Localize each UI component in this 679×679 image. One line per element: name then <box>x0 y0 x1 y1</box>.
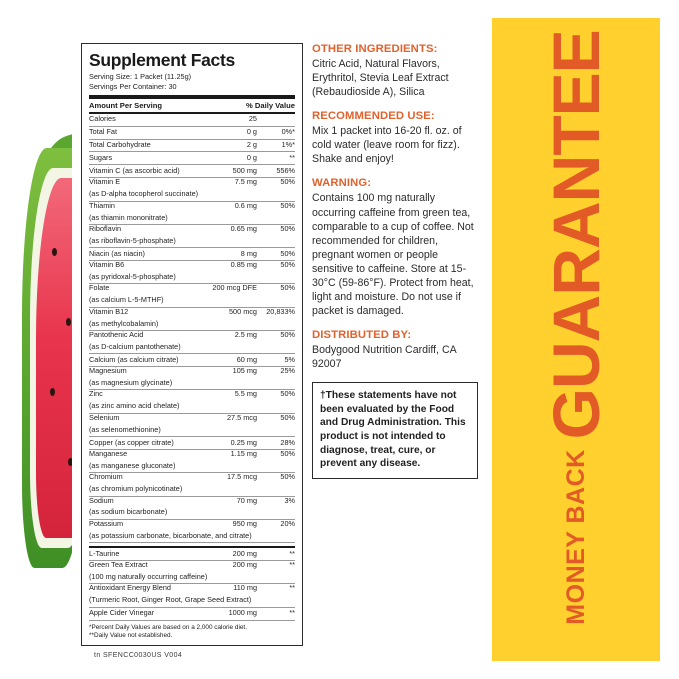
nutrient-source: (as potassium carbonate, bicarbonate, and citrate) <box>89 530 295 542</box>
watermelon-seed-icon <box>66 318 71 326</box>
nutrient-name: Vitamin C (as ascorbic acid) <box>89 165 199 178</box>
nutrient-dv: 50% <box>280 223 295 233</box>
table-row <box>89 390 295 401</box>
nutrient-source: (as pyridoxal-5-phosphate) <box>89 271 295 283</box>
nutrient-name: Chromium <box>89 472 123 482</box>
nutrient-dv <box>261 114 295 126</box>
table-row <box>89 178 295 189</box>
nutrient-amount: 25 <box>199 114 261 126</box>
nutrient-amount: 60 mg <box>199 354 261 367</box>
nutrient-dv: 28% <box>261 437 295 450</box>
nutrient-name: Copper (as copper citrate) <box>89 437 199 450</box>
table-row <box>89 201 295 212</box>
table-row-sub <box>89 212 295 224</box>
info-column <box>312 43 478 479</box>
nutrient-dv: 50% <box>280 260 295 270</box>
nutrient-source: (as calcium L-5-MTHF) <box>89 295 295 307</box>
table-row <box>89 584 295 595</box>
nutrient-amount: 110 mg <box>233 583 257 593</box>
table-row <box>89 330 295 341</box>
table-row <box>89 284 295 295</box>
label-code: tn SFENCC0030US V004 <box>94 652 183 659</box>
table-row <box>89 519 295 530</box>
recommended-use-body: Mix 1 packet into 16-20 fl. oz. of cold water (leave room for fizz). Shake and enjoy! <box>312 125 462 166</box>
table-row-sub <box>89 401 295 413</box>
table-row <box>89 354 295 367</box>
nutrient-dv: 25% <box>280 366 295 376</box>
watermelon-seed-icon <box>52 248 57 256</box>
nutrient-amount: 5.5 mg <box>234 389 257 399</box>
nutrient-name: Sodium <box>89 495 114 505</box>
nutrient-name: Thiamin <box>89 200 115 210</box>
nutrient-amount: 2.5 mg <box>234 329 257 339</box>
table-row-sub <box>89 507 295 519</box>
table-row-sub <box>89 460 295 472</box>
nutrient-amount: 70 mg <box>236 495 257 505</box>
nutrient-dv: 0%* <box>261 126 295 139</box>
nutrient-amount: 0 g <box>199 152 261 165</box>
table-row <box>89 561 295 572</box>
table-row-sub <box>89 484 295 496</box>
amount-per-serving-header: Amount Per Serving <box>89 100 162 110</box>
nutrient-source: (as sodium bicarbonate) <box>89 507 295 519</box>
banner-money-back-text: MONEY BACK <box>561 449 590 625</box>
table-row-sub <box>89 571 295 583</box>
nutrient-dv: 556% <box>261 165 295 178</box>
nutrient-amount: 17.5 mcg <box>226 472 257 482</box>
other-ingredients-heading: OTHER INGREDIENTS: <box>312 43 438 55</box>
servings-per-container: Servings Per Container: 30 <box>89 82 177 91</box>
nutrient-dv: 50% <box>280 283 295 293</box>
nutrient-dv: 50% <box>280 329 295 339</box>
nutrient-name: Vitamin B12 <box>89 306 129 316</box>
recommended-use-heading: RECOMMENDED USE: <box>312 110 435 123</box>
nutrient-source: (as selenomethionine) <box>89 424 295 436</box>
nutrient-dv: ** <box>261 607 295 620</box>
nutrient-dv: 50% <box>280 412 295 422</box>
nutrient-source: (as chromium polynicotinate) <box>89 484 295 496</box>
nutrient-name: Apple Cider Vinegar <box>89 607 199 620</box>
nutrient-amount: 1000 mg <box>199 607 261 620</box>
table-row-sub <box>89 378 295 390</box>
nutrient-amount: 0.65 mg <box>230 223 257 233</box>
nutrient-name: Calories <box>89 114 199 126</box>
nutrient-name: L-Taurine <box>89 548 199 560</box>
daily-value-header: % Daily Value <box>246 100 295 110</box>
nutrient-amount: 8 mg <box>199 248 261 261</box>
nutrient-name: Total Carbohydrate <box>89 139 199 152</box>
secondary-ingredient-table <box>89 548 295 620</box>
table-row-sub <box>89 424 295 436</box>
table-row <box>89 126 295 139</box>
table-row <box>89 473 295 484</box>
nutrient-amount: 0.85 mg <box>230 260 257 270</box>
nutrient-amount: 500 mcg <box>229 306 257 316</box>
watermelon-seed-icon <box>50 388 55 396</box>
nutrient-name: Pantothenic Acid <box>89 329 144 339</box>
nutrient-name: Zinc <box>89 389 103 399</box>
nutrient-dv: 50% <box>261 248 295 261</box>
table-row-sub <box>89 595 295 607</box>
nutrient-name: Vitamin E <box>89 177 121 187</box>
nutrient-dv: 50% <box>280 177 295 187</box>
nutrient-amount: 200 mg <box>199 548 261 560</box>
supplement-facts-title: Supplement Facts <box>89 50 235 70</box>
table-row <box>89 607 295 620</box>
nutrient-amount: 500 mg <box>199 165 261 178</box>
nutrient-source: (as riboflavin-5-phosphate) <box>89 235 295 247</box>
table-row <box>89 114 295 126</box>
nutrient-dv: 1%* <box>261 139 295 152</box>
table-row <box>89 165 295 178</box>
nutrient-source: (as manganese gluconate) <box>89 460 295 472</box>
table-row <box>89 496 295 507</box>
nutrient-name: Magnesium <box>89 366 127 376</box>
nutrient-source: (as thiamin mononitrate) <box>89 212 295 224</box>
distributed-by-heading: DISTRIBUTED BY: <box>312 329 412 342</box>
nutrient-name: Folate <box>89 283 110 293</box>
nutrient-amount: 105 mg <box>232 366 257 376</box>
nutrient-dv: ** <box>289 560 295 569</box>
nutrient-amount: 0.6 mg <box>234 200 257 210</box>
nutrient-name: Riboflavin <box>89 223 122 233</box>
nutrient-name: Calcium (as calcium citrate) <box>89 354 199 367</box>
distributed-by-body: Bodygood Nutrition Cardiff, CA 92007 <box>312 344 457 371</box>
table-row <box>89 449 295 460</box>
table-row <box>89 437 295 450</box>
table-row <box>89 261 295 272</box>
nutrient-dv: ** <box>261 548 295 560</box>
nutrient-dv: 20,833% <box>266 306 295 316</box>
nutrient-source: (Turmeric Root, Ginger Root, Grape Seed Extract) <box>89 595 295 607</box>
table-row-sub <box>89 235 295 247</box>
table-row-sub <box>89 295 295 307</box>
nutrient-amount: 200 mg <box>232 560 257 569</box>
banner-content <box>492 18 660 661</box>
nutrient-dv: ** <box>289 583 295 593</box>
footnote-daily-values: *Percent Daily Values are based on a 2,000 calorie diet. <box>89 623 247 631</box>
nutrient-dv: 20% <box>280 518 295 528</box>
nutrient-source: (as magnesium glycinate) <box>89 378 295 390</box>
nutrient-dv: 50% <box>280 448 295 458</box>
nutrient-source: (100 mg naturally occurring caffeine) <box>89 571 295 583</box>
label-panel <box>72 18 483 661</box>
nutrient-amount: 200 mcg DFE <box>212 283 257 293</box>
nutrient-name: Sugars <box>89 152 199 165</box>
nutrient-dv: 5% <box>261 354 295 367</box>
nutrient-amount: 7.5 mg <box>234 177 257 187</box>
banner-guarantee-text: GUARANTEE <box>539 30 613 440</box>
nutrient-source: (as methylcobalamin) <box>89 318 295 330</box>
supplement-facts-box <box>81 43 303 659</box>
nutrient-name: Total Fat <box>89 126 199 139</box>
nutrient-name: Vitamin B6 <box>89 260 125 270</box>
fda-disclaimer: †These statements have not been evaluated by the Food and Drug Administration. This product is not intended to diagnose, treat, cure, or prevent any disease. <box>312 382 478 478</box>
nutrient-source: (as D-alpha tocopherol succinate) <box>89 189 295 201</box>
table-row <box>89 548 295 560</box>
footnote-dv-not-established: **Daily Value not established. <box>89 632 173 640</box>
nutrient-amount: 950 mg <box>232 518 257 528</box>
nutrient-name: Manganese <box>89 448 128 458</box>
nutrient-source: (as D-calcium pantothenate) <box>89 341 295 353</box>
table-row-sub <box>89 189 295 201</box>
money-back-guarantee-banner <box>492 18 660 661</box>
warning-heading: WARNING: <box>312 177 372 190</box>
serving-size: Serving Size: 1 Packet (11.25g) <box>89 72 192 82</box>
nutrient-amount: 0 g <box>199 126 261 139</box>
other-ingredients-body: Citric Acid, Natural Flavors, Erythritol, Stevia Leaf Extract (Rebaudioside A), Silica <box>312 58 449 99</box>
table-row-sub <box>89 341 295 353</box>
nutrient-source: (as zinc amino acid chelate) <box>89 401 295 413</box>
nutrient-dv: 50% <box>280 472 295 482</box>
table-row-sub <box>89 530 295 542</box>
table-row <box>89 413 295 424</box>
nutrient-amount: 1.15 mg <box>230 448 257 458</box>
table-row <box>89 248 295 261</box>
nutrient-name: Niacin (as niacin) <box>89 248 199 261</box>
nutrient-table <box>89 114 295 543</box>
nutrient-dv: 50% <box>280 200 295 210</box>
nutrient-amount: 27.5 mcg <box>226 412 257 422</box>
nutrient-name: Selenium <box>89 412 120 422</box>
table-row <box>89 152 295 165</box>
nutrient-amount: 2 g <box>199 139 261 152</box>
table-row <box>89 307 295 318</box>
table-row-sub <box>89 318 295 330</box>
table-row <box>89 224 295 235</box>
nutrient-amount: 0.25 mg <box>199 437 261 450</box>
nutrient-name: Potassium <box>89 518 124 528</box>
nutrient-dv: 3% <box>284 495 295 505</box>
table-row-sub <box>89 271 295 283</box>
nutrient-name: Green Tea Extract <box>89 560 148 569</box>
table-row <box>89 139 295 152</box>
table-header-row <box>89 99 295 112</box>
nutrient-dv: 50% <box>280 389 295 399</box>
nutrient-dv: ** <box>261 152 295 165</box>
table-row <box>89 367 295 378</box>
nutrient-name: Antioxidant Energy Blend <box>89 583 171 593</box>
warning-body: Contains 100 mg naturally occurring caffeine from green tea, comparable to a cup of coffee. Not recommended for children, pregnant women or people sensitive to caffeine. Store at 15-30°C (59-86°F). Protect from heat, light and moisture. Do not use if packet is damaged. <box>312 192 474 318</box>
